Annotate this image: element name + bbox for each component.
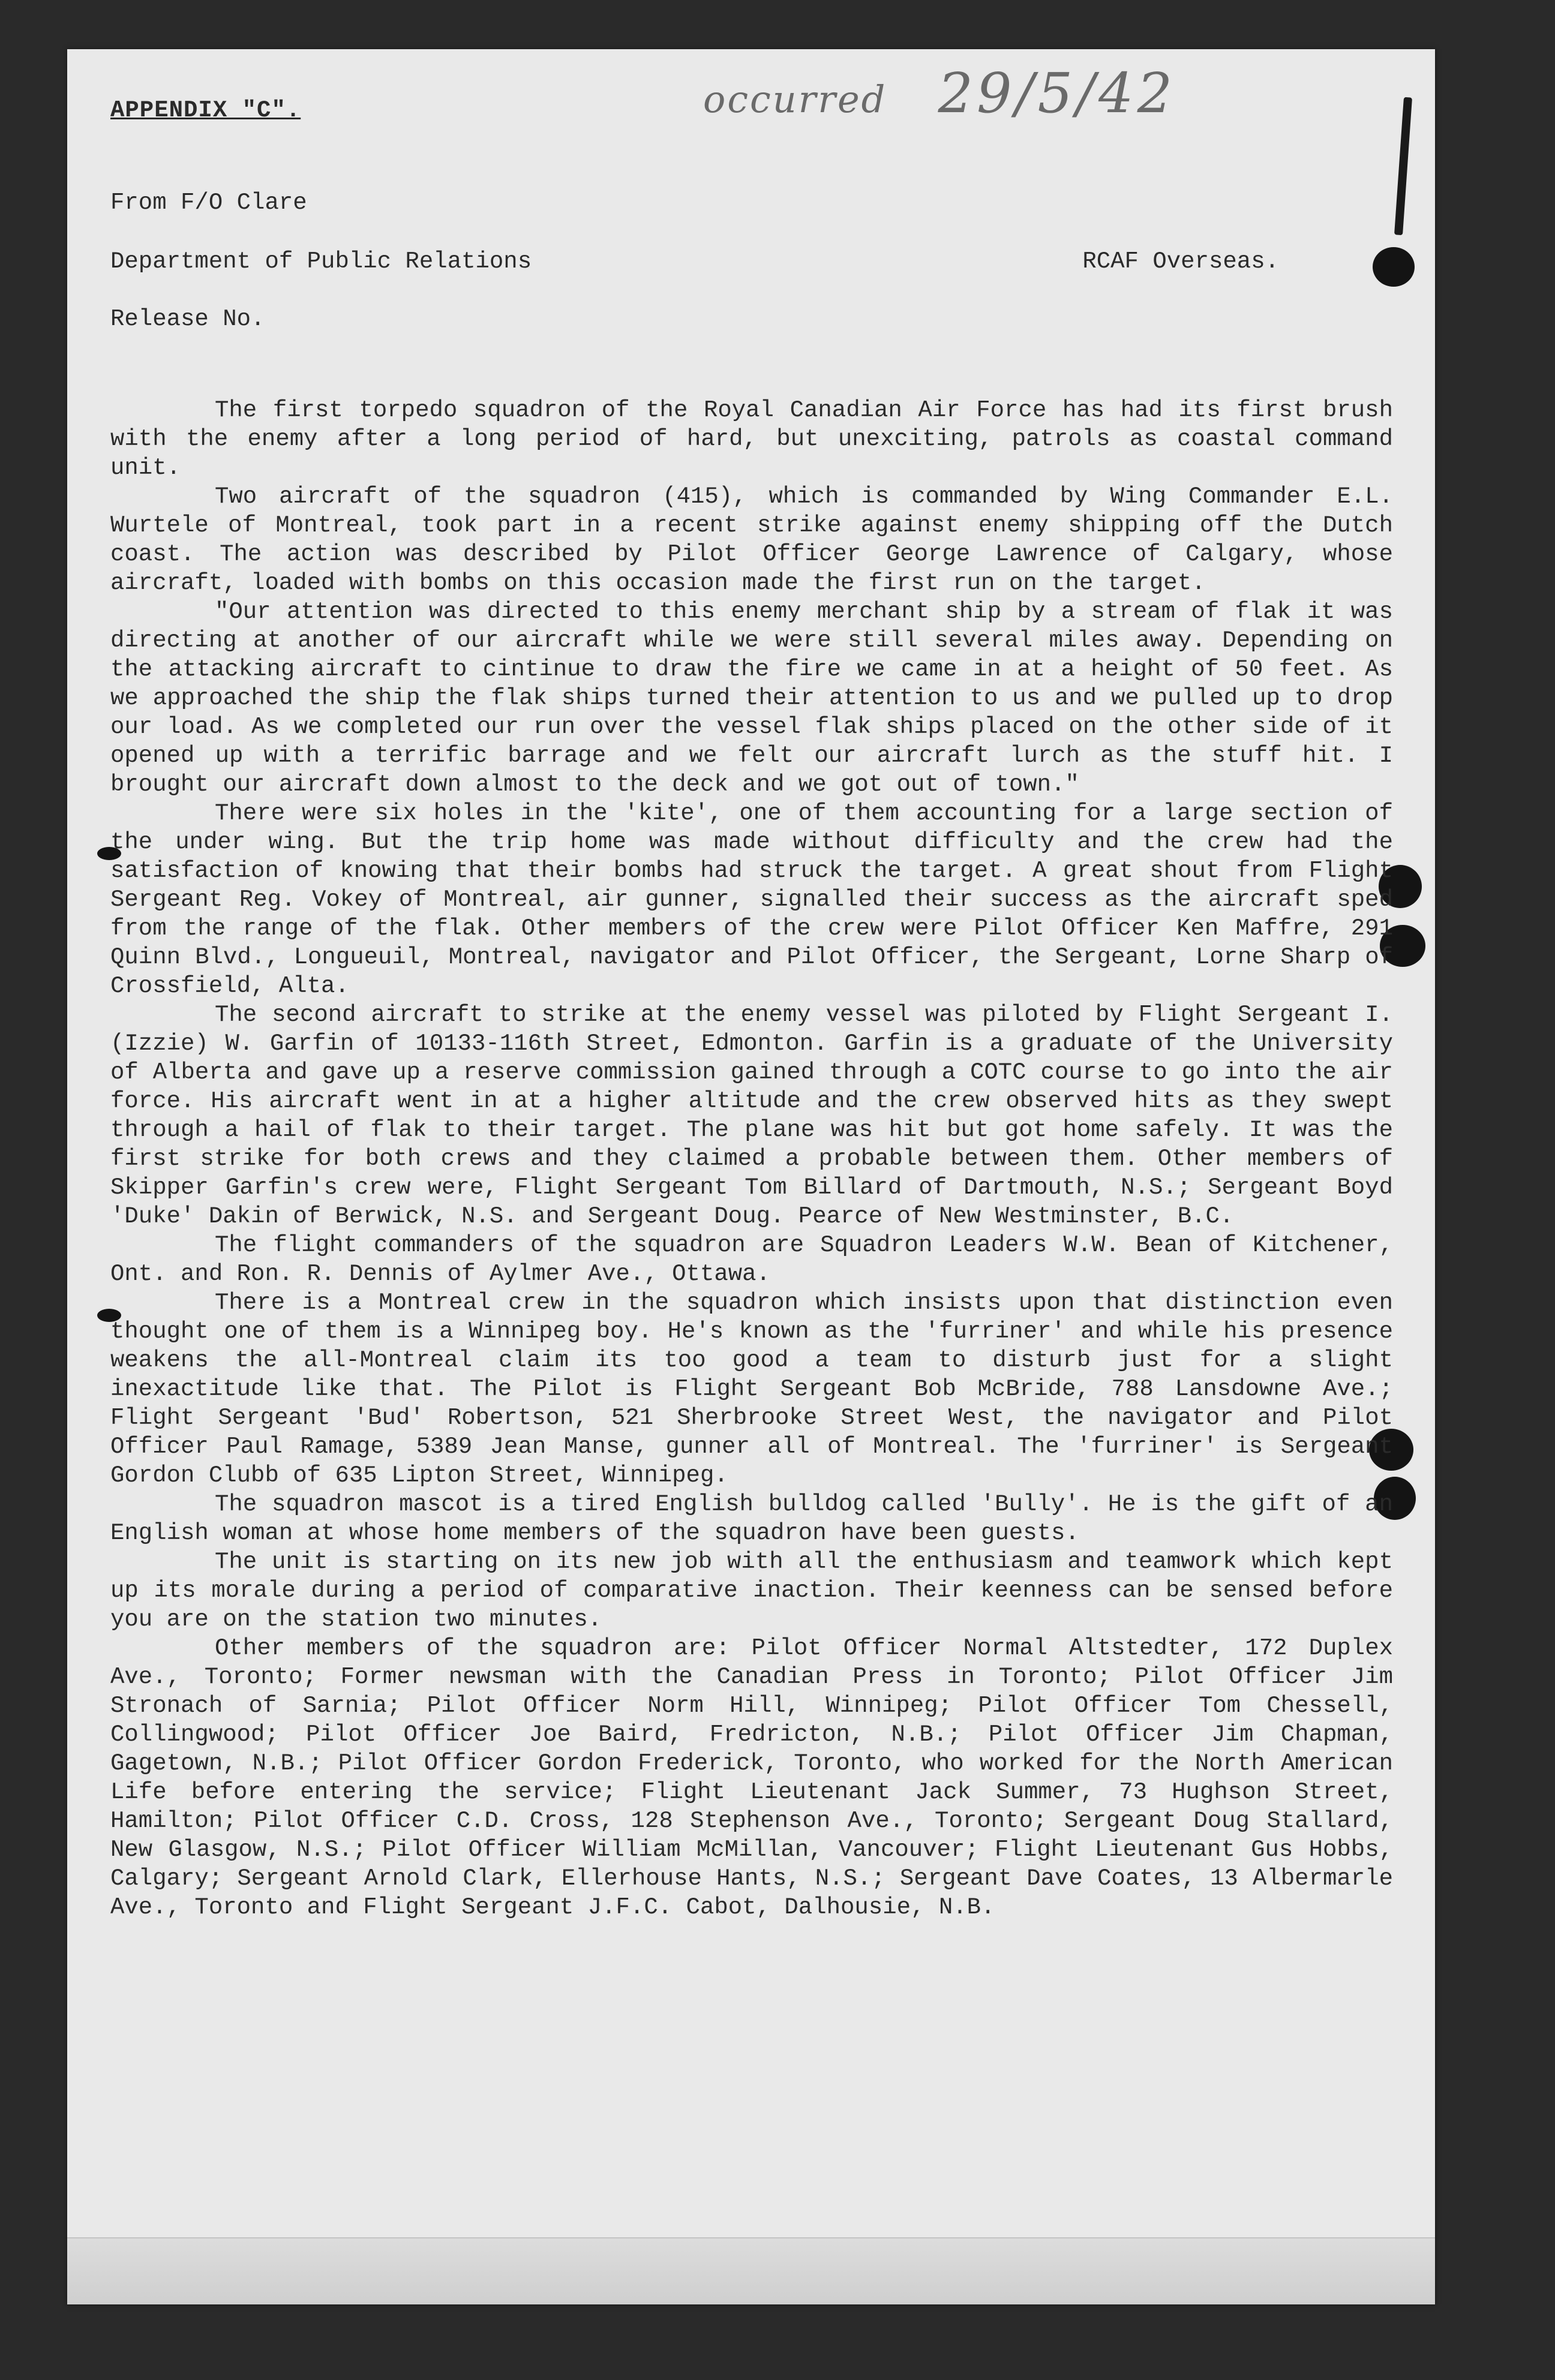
- paragraph: Other members of the squadron are: Pilot Officer Normal Altstedter, 172 Duplex Ave., Toronto; Former newsman with the Canadian Press in Toronto; Pilot Officer Jim Stronach of Sarnia; Pilot Officer Norm Hill, Winnipeg; Pilot Officer Tom Chessell, Collingwood; Pilot Officer Joe Baird, Fredricton, N.B.; Pilot Officer Jim Chapman, Gagetown, N.B.; Pilot Officer Gordon Frederick, Toronto, who worked for the North American Life before entering the service; Flight Lieutenant Jack Summer, 73 Hughson Street, Hamilton; Pilot Officer C.D. Cross, 128 Stephenson Ave., Toronto; Sergeant Doug Stallard, New Glasgow, N.S.; Pilot Officer William McMillan, Vancouver; Flight Lieutenant Gus Hobbs, Calgary; Sergeant Arnold Clark, Ellerhouse Hants, N.S.; Sergeant Dave Coates, 13 Albermarle Ave., Toronto and Flight Sergeant J.F.C. Cabot, Dalhousie, N.B.: [110, 1635, 1393, 1921]
- organization-name: RCAF Overseas.: [1082, 248, 1279, 275]
- paragraph: There were six holes in the 'kite', one of them accounting for a large section of the under wing. But the trip home was made without difficulty and the crew had the satisfaction of knowing that their bombs had struck the target. A great shout from Flight Sergeant Reg. Vokey of Montreal, air gunner, signalled their success as the aircraft sped from the range of the flak. Other members of the crew were Pilot Officer Ken Maffre, 291 Quinn Blvd., Longueuil, Montreal, navigator and Pilot Officer, the Sergeant, Lorne Sharp of Crossfield, Alta.: [110, 800, 1393, 999]
- release-number: Release No.: [110, 306, 265, 332]
- paragraph: The unit is starting on its new job with all the enthusiasm and teamwork which kept up its morale during a period of comparative inaction. Their keenness can be sensed before you are on the station two minutes.: [110, 1549, 1393, 1633]
- from-line: From F/O Clare: [110, 190, 307, 216]
- body-text: [110, 396, 1393, 1922]
- paragraph: There is a Montreal crew in the squadron which insists upon that distinction even thought one of them is a Winnipeg boy. He's known as the 'furriner' and while his presence weakens the all-Montreal claim its too good a team to disturb just for a slight inexactitude like that. The Pilot is Flight Sergeant Bob McBride, 788 Lansdowne Ave.; Flight Sergeant 'Bud' Robertson, 521 Sherbrooke Street West, the navigator and Pilot Officer Paul Ramage, 5389 Jean Manse, gunner all of Montreal. The 'furriner' is Sergeant Gordon Clubb of 635 Lipton Street, Winnipeg.: [110, 1290, 1393, 1489]
- handwritten-date: 29/5/42: [938, 61, 1176, 125]
- handwritten-note: occurred: [703, 77, 887, 121]
- document-page: [67, 49, 1435, 2304]
- paragraph: The first torpedo squadron of the Royal Canadian Air Force has had its first brush with the enemy after a long period of hard, but unexciting, patrols as coastal command unit.: [110, 397, 1393, 481]
- paragraph: The squadron mascot is a tired English bulldog called 'Bully'. He is the gift of an English woman at whose home members of the squadron have been guests.: [110, 1491, 1393, 1546]
- department-row: [110, 247, 1393, 276]
- department-name: Department of Public Relations: [110, 248, 532, 275]
- paragraph: The second aircraft to strike at the enemy vessel was piloted by Flight Sergeant I. (Izzie) W. Garfin of 10133-116th Street, Edmonton. Garfin is a graduate of the University of Alberta and gave up a reserve commission gained through a COTC course to go into the air force. His aircraft went in at a higher altitude and the crew observed hits as they swept through a hail of flak to their target. The plane was hit but got home safely. It was the first strike for both crews and they claimed a probable between them. Other members of Skipper Garfin's crew were, Flight Sergeant Tom Billard of Dartmouth, N.S.; Sergeant Boyd 'Duke' Dakin of Berwick, N.S. and Sergeant Doug. Pearce of New Westminster, B.C.: [110, 1002, 1393, 1230]
- paper-bottom-edge: [67, 2237, 1435, 2304]
- paragraph: The flight commanders of the squadron are Squadron Leaders W.W. Bean of Kitchener, Ont. and Ron. R. Dennis of Aylmer Ave., Ottawa.: [110, 1232, 1393, 1287]
- appendix-heading: APPENDIX "C".: [110, 97, 301, 124]
- paragraph: "Our attention was directed to this enemy merchant ship by a stream of flak it was directing at another of our aircraft while we were still several miles away. Depending on the attacking aircraft to cintinue to draw the fire we came in at a height of 50 feet. As we approached the ship the flak ships turned their attention to us and we pulled up to drop our load. As we completed our run over the vessel flak ships placed on the other side of it opened up with a terrific barrage and we felt our aircraft lurch as the stuff hit. I brought our aircraft down almost to the deck and we got out of town.": [110, 599, 1393, 798]
- paragraph: Two aircraft of the squadron (415), which is commanded by Wing Commander E.L. Wurtele of Montreal, took part in a recent strike against enemy shipping off the Dutch coast. The action was described by Pilot Officer George Lawrence of Calgary, whose aircraft, loaded with bombs on this occasion made the first run on the target.: [110, 483, 1393, 596]
- ink-mark: [1394, 97, 1412, 235]
